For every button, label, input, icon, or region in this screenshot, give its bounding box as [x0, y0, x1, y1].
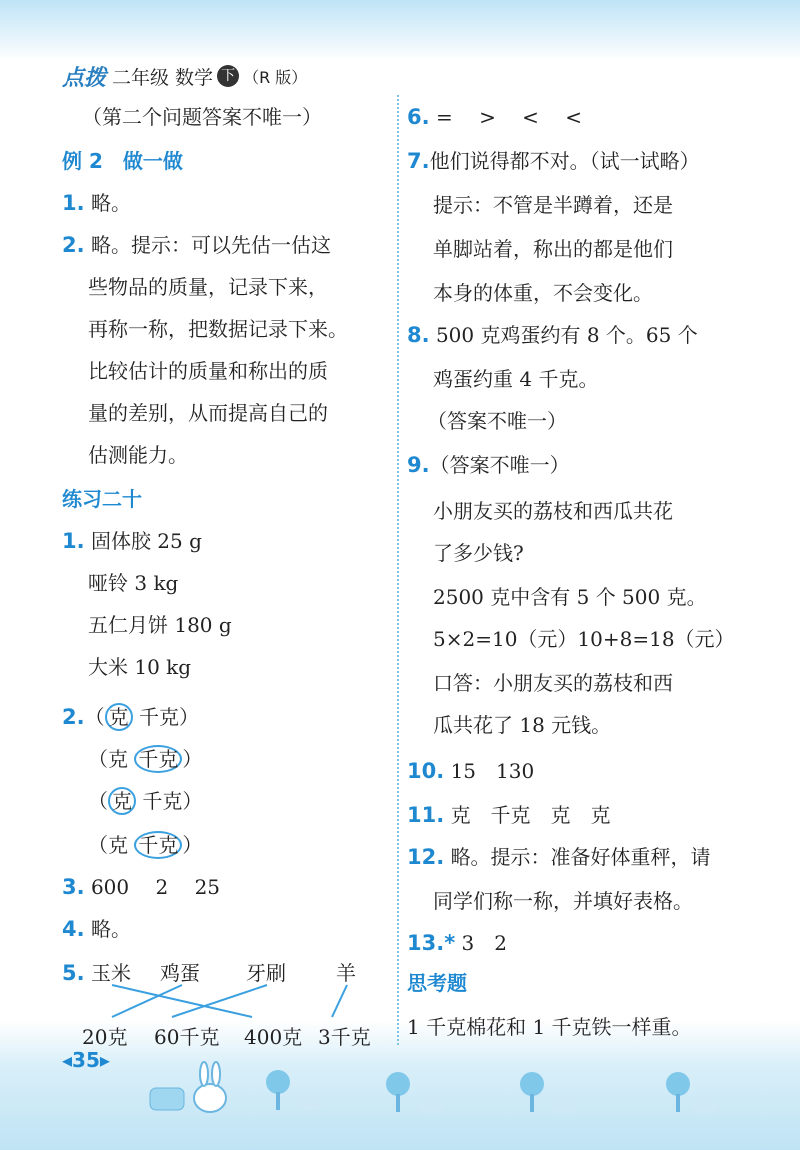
circled-answer: 克 — [105, 703, 133, 731]
answer-line: 2. 略。提示：可以先估一估这 — [62, 233, 331, 257]
answer-line: 估测能力。 — [88, 443, 188, 467]
answer-line: 了多少钱? — [433, 541, 524, 565]
answer-line: 再称一称，把数据记录下来。 — [88, 317, 348, 341]
answer-line: 2500 克中含有 5 个 500 克。 — [433, 585, 707, 609]
matching-item: 60千克 — [154, 1025, 220, 1049]
answer-line: 13.* 3 2 — [407, 931, 507, 955]
answer-line: 7.他们说得都不对。（试一试略） — [407, 149, 700, 173]
bunny-icon — [150, 1062, 226, 1112]
answer-line: 1. 固体胶 25 g — [62, 529, 202, 553]
top-decoration-band — [0, 0, 800, 60]
answer-line: 9.（答案不唯一） — [407, 453, 570, 477]
answer-line: 单脚站着，称出的都是他们 — [433, 237, 673, 261]
answer-line: 10. 15 130 — [407, 759, 535, 783]
matching-item: 3千克 — [318, 1025, 371, 1049]
answer-line: 口答：小朋友买的荔枝和西 — [433, 671, 673, 695]
answer-line: 五仁月饼 180 g — [88, 613, 232, 637]
matching-lines — [62, 975, 382, 1025]
matching-item: 牙刷 — [246, 961, 286, 985]
answer-line: 5×2=10（元）10+8=18（元） — [433, 627, 735, 651]
answer-line: （答案不唯一） — [427, 409, 567, 433]
book-title: 二年级 数学 — [112, 66, 214, 89]
answer-line: 1. 略。 — [62, 191, 131, 215]
circled-answer: 千克 — [134, 745, 182, 773]
answer-line: 量的差别，从而提高自己的 — [88, 401, 328, 425]
answer-line: 11. 克 千克 克 克 — [407, 803, 611, 827]
answer-line: 本身的体重，不会变化。 — [433, 281, 653, 305]
answer-line: 些物品的质量，记录下来， — [88, 275, 328, 299]
answer-line: 6. = > < < — [407, 105, 583, 129]
answer-line: 同学们称一称，并填好表格。 — [433, 889, 693, 913]
choice-line: （克 千克 ） — [88, 747, 203, 771]
practice-heading: 练习二十 — [62, 487, 142, 511]
volume-badge: 下 — [217, 65, 239, 87]
example2-heading: 例 2 做一做 — [62, 149, 183, 173]
matching-item: 400克 — [244, 1025, 303, 1049]
circled-answer: 千克 — [134, 831, 182, 859]
answer-line: 瓜共花了 18 元钱。 — [433, 713, 612, 737]
answer-line: 8. 500 克鸡蛋约有 8 个。65 个 — [407, 323, 698, 347]
tree-icon — [266, 1070, 720, 1113]
matching-top-row: 5. 玉米 — [62, 961, 131, 985]
footer-illustration — [140, 1060, 740, 1120]
answer-line: 4. 略。 — [62, 917, 131, 941]
page-number: ◂35▸ — [62, 1048, 110, 1072]
edition-label: （R 版） — [243, 67, 308, 87]
choice-line: （ 克 千克） — [88, 789, 203, 813]
thinking-answer: 1 千克棉花和 1 千克铁一样重。 — [407, 1015, 692, 1039]
matching-item: 鸡蛋 — [160, 961, 200, 985]
answer-line: 12. 略。提示：准备好体重秤，请 — [407, 845, 711, 869]
answer-line: 鸡蛋约重 4 千克。 — [433, 367, 599, 391]
matching-item: 羊 — [336, 961, 356, 985]
page-header — [62, 60, 307, 92]
answer-line: 3. 600 2 25 — [62, 875, 221, 899]
column-divider — [397, 95, 399, 1045]
matching-item: 20克 — [82, 1025, 128, 1049]
note-line: （第二个问题答案不唯一） — [82, 105, 322, 129]
answer-line: 比较估计的质量和称出的质 — [88, 359, 328, 383]
brand-logo: 点拨 — [62, 64, 107, 91]
answer-line: 大米 10 kg — [88, 655, 192, 679]
choice-line: 2.（ 克 千克） — [62, 705, 199, 729]
answer-line: 哑铃 3 kg — [88, 571, 179, 595]
answer-line: 小朋友买的荔枝和西瓜共花 — [433, 499, 673, 523]
thinking-heading: 思考题 — [407, 971, 467, 995]
choice-line: （克 千克 ） — [88, 833, 203, 857]
circled-answer: 克 — [108, 787, 136, 815]
answer-line: 提示：不管是半蹲着，还是 — [433, 193, 673, 217]
